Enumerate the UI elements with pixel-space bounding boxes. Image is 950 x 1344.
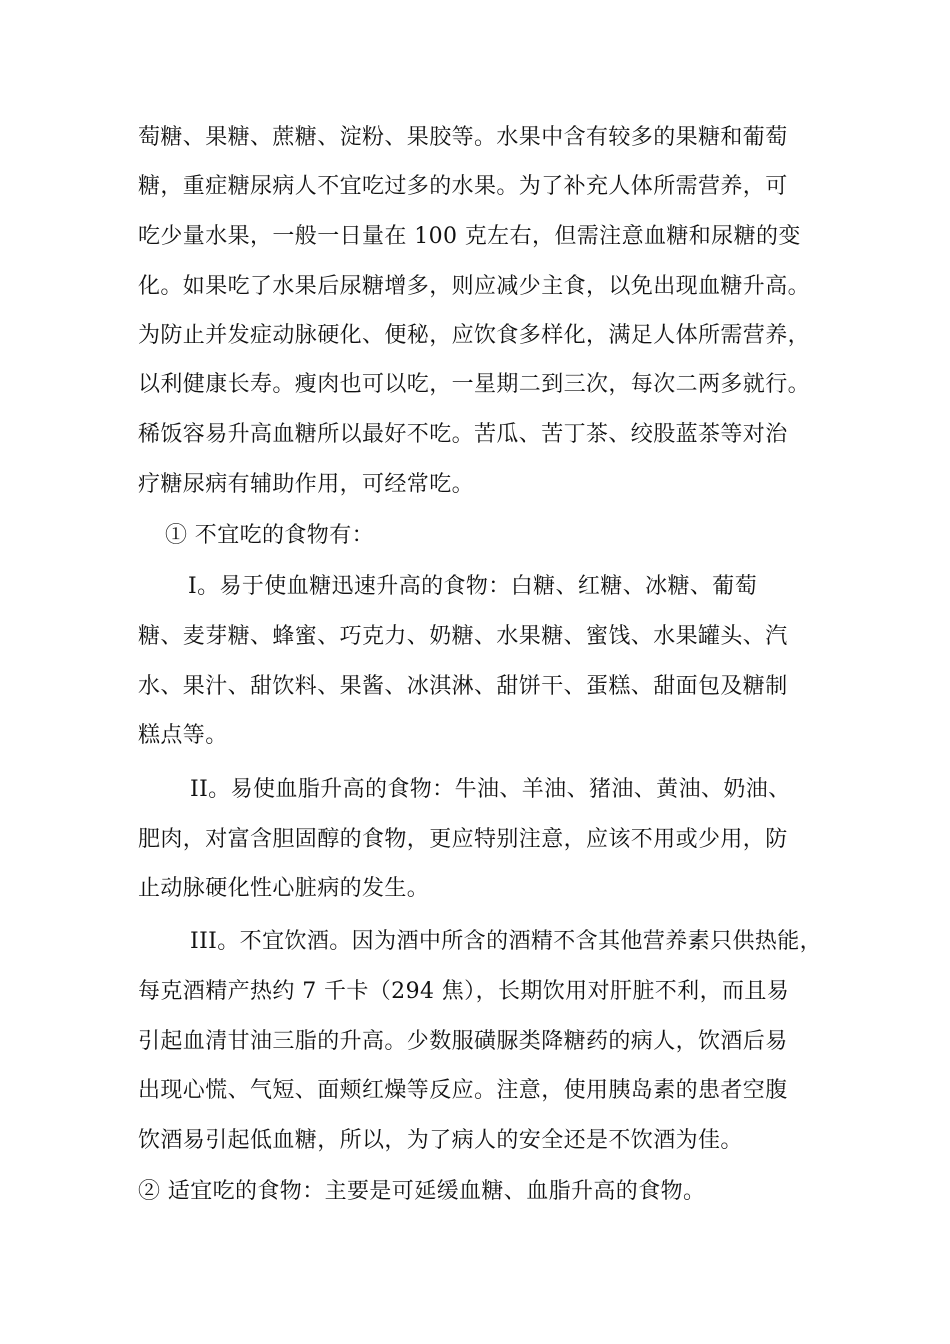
text-line: 每克酒精产热约 7 千卡（294 焦），长期饮用对肝脏不利，而且易 xyxy=(138,979,790,1004)
text-line: 糖、麦芽糖、蜂蜜、巧克力、奶糖、水果糖、蜜饯、水果罐头、汽 xyxy=(138,624,788,649)
text-line: 萄糖、果糖、蔗糖、淀粉、果胶等。水果中含有较多的果糖和葡萄 xyxy=(138,125,788,150)
text-line: 为防止并发症动脉硬化、便秘，应饮食多样化，满足人体所需营养， xyxy=(138,323,811,348)
text-line: 糕点等。 xyxy=(138,723,228,748)
text-line: 糖，重症糖尿病人不宜吃过多的水果。为了补充人体所需营养，可 xyxy=(138,174,788,199)
section-heading: ① 不宜吃的食物有： xyxy=(165,523,374,548)
text-line: 引起血清甘油三脂的升高。少数服磺脲类降糖药的病人，饮酒后易 xyxy=(138,1029,788,1054)
text-line: 水、果汁、甜饮料、果酱、冰淇淋、甜饼干、蛋糕、甜面包及糖制 xyxy=(138,674,788,699)
text-line: 化。如果吃了水果后尿糖增多，则应减少主食，以免出现血糖升高。 xyxy=(138,274,811,299)
text-line: II。易使血脂升高的食物：牛油、羊油、猪油、黄油、奶油、 xyxy=(190,777,791,802)
text-line: 止动脉硬化性心脏病的发生。 xyxy=(138,876,430,901)
section-heading: ② 适宜吃的食物：主要是可延缓血糖、血脂升高的食物。 xyxy=(138,1179,706,1204)
text-line: 以利健康长寿。瘦肉也可以吃，一星期二到三次，每次二两多就行。 xyxy=(138,372,811,397)
text-line: 吃少量水果，一般一日量在 100 克左右，但需注意血糖和尿糖的变 xyxy=(138,224,801,249)
text-line: III。不宜饮酒。因为酒中所含的酒精不含其他营养素只供热能， xyxy=(190,929,823,954)
text-line: 疗糖尿病有辅助作用，可经常吃。 xyxy=(138,472,475,497)
text-line: 稀饭容易升高血糖所以最好不吃。苦瓜、苦丁茶、绞股蓝茶等对治 xyxy=(138,422,788,447)
text-line: 饮酒易引起低血糖，所以，为了病人的安全还是不饮酒为佳。 xyxy=(138,1128,743,1153)
text-line: 出现心慌、气短、面颊红燥等反应。注意，使用胰岛素的患者空腹 xyxy=(138,1078,788,1103)
text-line: I。易于使血糖迅速升高的食物：白糖、红糖、冰糖、葡萄 xyxy=(188,574,758,599)
text-line: 肥肉，对富含胆固醇的食物，更应特别注意，应该不用或少用，防 xyxy=(138,827,788,852)
